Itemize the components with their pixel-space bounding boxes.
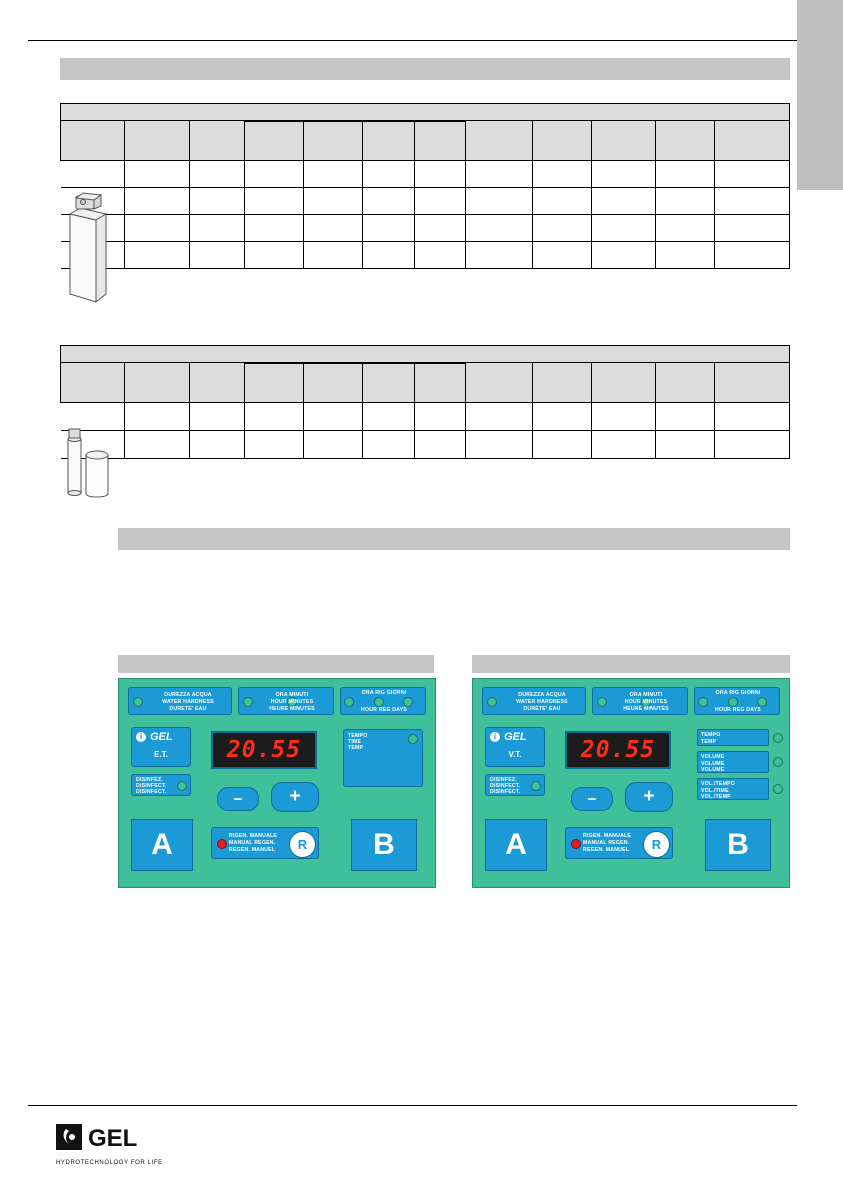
table-row (61, 161, 790, 188)
section-bar-middle (118, 528, 790, 550)
hardness-line-2: WATER HARDNESS (516, 699, 568, 705)
a-label: A (505, 828, 527, 861)
cell (532, 403, 591, 431)
cell (414, 431, 465, 459)
brand-label: GEL (150, 731, 173, 743)
a-button-et[interactable] (131, 819, 193, 871)
cell (363, 215, 414, 242)
cell (532, 161, 591, 188)
cell (532, 242, 591, 269)
gel-logo (56, 1122, 176, 1159)
cell (245, 431, 304, 459)
hardness-line-1: DUREZZA ACQUA (164, 692, 212, 698)
cell (466, 242, 532, 269)
cell (714, 431, 789, 459)
manual-regen-led (571, 839, 581, 849)
time-line-1: ORA MINUTI (275, 692, 309, 698)
header-cell (414, 364, 465, 403)
regen-hour-led (698, 697, 708, 707)
header-cell (125, 121, 189, 161)
regen-led (374, 697, 384, 707)
manual-regen-block-et (211, 827, 319, 859)
cell (414, 403, 465, 431)
cell (655, 188, 714, 215)
svg-text:GEL: GEL (88, 1125, 138, 1152)
b-label: B (373, 828, 395, 861)
cell (714, 161, 789, 188)
manual-regen-block-vt (565, 827, 673, 859)
cell (532, 188, 591, 215)
header-cell (714, 121, 789, 161)
r-button-et[interactable] (289, 831, 316, 858)
header-cell (714, 363, 789, 403)
header-cell (466, 121, 532, 161)
cell (655, 161, 714, 188)
footer-rule (28, 1105, 797, 1106)
regen-group-et (340, 687, 426, 715)
cell (245, 188, 304, 215)
r-label: R (297, 837, 308, 852)
lcd-value: 20.55 (580, 737, 656, 763)
brand-box-et (131, 727, 191, 767)
cell (245, 215, 304, 242)
cell (591, 188, 655, 215)
cell (591, 215, 655, 242)
cell (363, 188, 414, 215)
time-line-3: HEURE MINUTES (623, 706, 669, 712)
lcd-display-vt (565, 731, 671, 769)
table-row (61, 242, 790, 269)
r-button-vt[interactable] (643, 831, 670, 858)
mode-line-2: TIME (348, 739, 362, 745)
volume-led (773, 757, 783, 767)
hardness-led (487, 697, 497, 707)
mode-box-tempo-et[interactable] (343, 729, 423, 787)
cell (189, 161, 245, 188)
table-row (61, 403, 790, 431)
mode-line-3: TEMP (348, 745, 364, 751)
disinfect-box-vt (485, 774, 545, 796)
table-header-row (61, 104, 790, 121)
cell (61, 161, 125, 188)
cell (189, 431, 245, 459)
cell (414, 188, 465, 215)
cell (245, 403, 304, 431)
header-cell (125, 363, 189, 403)
cell (591, 403, 655, 431)
header-cell (304, 122, 363, 161)
table-row (61, 215, 790, 242)
manual-regen-led (217, 839, 227, 849)
table-title-band (61, 346, 790, 363)
mode-box-vol-time-vt[interactable] (697, 778, 769, 800)
cell (655, 215, 714, 242)
header-rule (28, 40, 797, 41)
disinfect-led (531, 781, 541, 791)
mode-line-1: TEMPO (348, 733, 368, 739)
minus-label: − (233, 790, 243, 808)
time-line-2: HOUR MINUTES (624, 699, 668, 705)
cell (189, 403, 245, 431)
cell (655, 431, 714, 459)
table-title-band (61, 104, 790, 121)
cell (655, 242, 714, 269)
minus-button-vt[interactable] (571, 787, 613, 811)
header-cell (655, 121, 714, 161)
mode3-line-3: VOL./TEMP (701, 794, 731, 800)
time-group-et (238, 687, 334, 715)
cell (304, 161, 363, 188)
model-label: E.T. (154, 750, 168, 759)
cell (591, 161, 655, 188)
cell (591, 242, 655, 269)
regen-led (728, 697, 738, 707)
cell (125, 188, 189, 215)
hardness-line-3: DURETE' EAU (169, 706, 207, 712)
cell (189, 215, 245, 242)
regen-line-1: ORA RIG GIORNI (361, 690, 407, 696)
time-line-1: ORA MINUTI (629, 692, 663, 698)
model-label: V.T. (508, 750, 522, 759)
cell (189, 242, 245, 269)
header-cell (189, 121, 245, 161)
mode3-line-1: VOL./TEMPO (701, 781, 735, 787)
cell (363, 161, 414, 188)
cell (466, 431, 532, 459)
b-label: B (727, 828, 749, 861)
regen-line-2: HOUR REG DAYS (361, 707, 407, 713)
section-bar-top (60, 58, 790, 80)
cell (466, 403, 532, 431)
hardness-line-3: DURETE' EAU (523, 706, 561, 712)
cell (304, 431, 363, 459)
cell (655, 403, 714, 431)
b-button-et[interactable] (351, 819, 417, 871)
control-panel-vt (472, 678, 790, 888)
hardness-line-2: WATER HARDNESS (162, 699, 214, 705)
header-cell (61, 363, 125, 403)
regen-lbl-2: MANUAL REGEN. (229, 840, 276, 846)
regen-hour-led (344, 697, 354, 707)
regen-lbl-3: REGEN. MANUEL (229, 847, 276, 853)
control-panel-et (118, 678, 436, 888)
cell (414, 215, 465, 242)
cell (125, 403, 189, 431)
hardness-line-1: DUREZZA ACQUA (518, 692, 566, 698)
header-cell (363, 122, 414, 161)
cell (591, 431, 655, 459)
a-button-vt[interactable] (485, 819, 547, 871)
brand-label: GEL (504, 731, 527, 743)
regen-line-2: HOUR REG DAYS (715, 707, 761, 713)
cell (125, 431, 189, 459)
cell (532, 431, 591, 459)
time-line-3: HEURE MINUTES (269, 706, 315, 712)
regen-lbl-3: REGEN. MANUEL (583, 847, 630, 853)
brand-box-vt (485, 727, 545, 767)
b-button-vt[interactable] (705, 819, 771, 871)
days-led (403, 697, 413, 707)
panel-et-title-bar (118, 655, 434, 673)
cell (245, 242, 304, 269)
tempo-led (408, 734, 418, 744)
cell (125, 161, 189, 188)
cell (532, 215, 591, 242)
plus-button-et[interactable] (271, 782, 319, 812)
info-icon: i (490, 732, 500, 742)
table-row (61, 188, 790, 215)
minus-label: − (587, 790, 597, 808)
cell (363, 431, 414, 459)
regen-lbl-2: MANUAL REGEN. (583, 840, 630, 846)
mode-box-tempo-vt[interactable] (697, 729, 769, 746)
vol-time-led (773, 784, 783, 794)
cell (466, 188, 532, 215)
disinfect-line-2: DISINFECT. (490, 783, 521, 789)
cell (466, 215, 532, 242)
disinfect-line-2: DISINFECT. (136, 783, 167, 789)
cell (189, 188, 245, 215)
r-label: R (651, 837, 662, 852)
header-cell (591, 121, 655, 161)
cell (363, 403, 414, 431)
cell (714, 215, 789, 242)
cell (125, 215, 189, 242)
cell (304, 215, 363, 242)
a-label: A (151, 828, 173, 861)
disinfect-box-et (131, 774, 191, 796)
disinfect-line-3: DISINFECT. (490, 789, 521, 795)
header-cell (363, 364, 414, 403)
cabinet-softener-illustration (56, 190, 118, 305)
cabinet-softener-table (60, 103, 790, 269)
footer-tagline: HYDROTECHNOLOGY FOR LIFE (56, 1160, 163, 1166)
hardness-group-vt (482, 687, 586, 715)
hardness-led (133, 697, 143, 707)
cell (304, 242, 363, 269)
time-group-vt (592, 687, 688, 715)
cell (414, 161, 465, 188)
cell (363, 242, 414, 269)
disinfect-line-1: DISINFEZ. (136, 777, 163, 783)
mode2-line-1: VOLUME (701, 754, 725, 760)
tank-softener-table (60, 345, 790, 459)
header-cell (532, 121, 591, 161)
page-side-tab (797, 0, 843, 190)
cell (714, 403, 789, 431)
cell (714, 188, 789, 215)
cell (414, 242, 465, 269)
mode3-line-2: VOL./TIME (701, 788, 729, 794)
hardness-group-et (128, 687, 232, 715)
header-cell (655, 363, 714, 403)
disinfect-line-3: DISINFECT. (136, 789, 167, 795)
mode2-line-3: VOLUME (701, 767, 725, 773)
lcd-display-et (211, 731, 317, 769)
disinfect-line-1: DISINFEZ. (490, 777, 517, 783)
table-row (61, 431, 790, 459)
minus-button-et[interactable] (217, 787, 259, 811)
header-cell (304, 364, 363, 403)
regen-lbl-1: RIGEN. MANUALE (583, 833, 632, 839)
time-line-2: HOUR MINUTES (270, 699, 314, 705)
info-icon: i (136, 732, 146, 742)
disinfect-led (177, 781, 187, 791)
days-led (757, 697, 767, 707)
tempo-led (773, 733, 783, 743)
header-cell (414, 122, 465, 161)
header-cell (466, 363, 532, 403)
regen-line-1: ORA RIG GIORNI (715, 690, 761, 696)
header-cell (61, 121, 125, 161)
panel-vt-title-bar (472, 655, 790, 673)
header-cell (245, 122, 304, 161)
cell (125, 242, 189, 269)
header-cell (189, 363, 245, 403)
cell (466, 161, 532, 188)
cell (304, 403, 363, 431)
header-cell (245, 364, 304, 403)
mode2-line-2: VOLUME (701, 761, 725, 767)
mode-box-volume-vt[interactable] (697, 751, 769, 773)
tank-softener-illustration (56, 425, 118, 505)
plus-label: + (289, 786, 301, 807)
header-cell (591, 363, 655, 403)
regen-lbl-1: RIGEN. MANUALE (229, 833, 278, 839)
cell (714, 242, 789, 269)
mode1-line-1: TEMPO (701, 732, 721, 738)
regen-group-vt (694, 687, 780, 715)
plus-button-vt[interactable] (625, 782, 673, 812)
table-header-row (61, 346, 790, 363)
mode1-line-2: TEMP (701, 739, 717, 745)
plus-label: + (643, 786, 655, 807)
lcd-value: 20.55 (226, 737, 302, 763)
cell (245, 161, 304, 188)
cell (304, 188, 363, 215)
header-cell (532, 363, 591, 403)
